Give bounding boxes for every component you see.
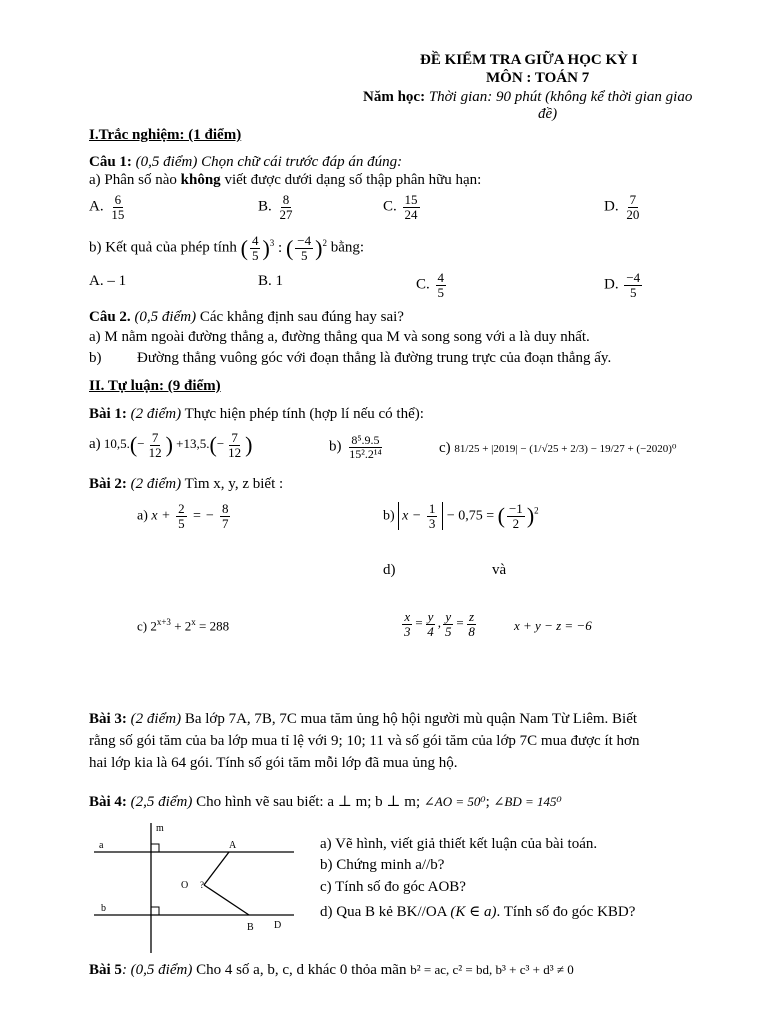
bai4-label: Bài 4: [89, 794, 127, 810]
bai2d-proportion: $\frac{x}{3}$ = $\frac{y}{4}$ , $\frac{y}{5}$ = $\frac{z}{8}$ [404, 609, 475, 639]
time-text: Thời gian: 90 phút (không kể thời gian giao [428, 89, 693, 105]
part1-heading: I.Trắc nghiệm: (1 điểm) [89, 127, 242, 143]
q1a-option-c [383, 193, 422, 221]
option-letter: B. [258, 198, 272, 215]
bai2-label: Bài 2: [89, 476, 127, 492]
bai1a: a) 10,5.(− $\frac{7}{12}$ ) +13,5.(− $\frac{7}{12}$ ) [89, 430, 253, 460]
option-fraction: $\frac{6}{15}$ [111, 192, 125, 222]
bai3-line2: rằng số gói tăm của ba lớp mua tỉ lệ với 9; 10; 11 và số gói tăm của lớp 7C mua được ít hơn [89, 733, 640, 749]
q1a-line [89, 172, 481, 189]
bai2-line [89, 476, 283, 493]
label-B: B [247, 922, 254, 933]
q1-line [89, 154, 402, 171]
q1a-post: viết được dưới dạng số thập phân hữu hạn: [224, 172, 482, 188]
q1-points: (0,5 điểm) Chọn chữ cái trước đáp án đúng: [135, 154, 403, 170]
bai4-points: (2,5 điểm) [130, 794, 193, 810]
label-D: D [274, 920, 282, 931]
option-fraction: $\frac{7}{20}$ [626, 192, 640, 222]
option-fraction: $\frac{15}{24}$ [404, 192, 418, 222]
label-b: b [101, 903, 106, 914]
bai1b: b) $\frac{\text{8⁵.9.5}}{\text{15².2¹⁴}}$ [329, 433, 382, 461]
label-a: a [99, 840, 104, 851]
q1b-pre: b) Kết quả của phép tính [89, 239, 237, 256]
q1b-option-d: D. $\frac{-4}{5}$ [604, 270, 641, 300]
bai1c: c) 81/25 + |2019| − (1/√25 + 2/3) − 19/27 + (−2020)⁰ [439, 440, 677, 456]
bai2-points: (2 điểm) [130, 476, 182, 492]
bai2d-and: và [492, 562, 507, 578]
q2-text: Các khẳng định sau đúng hay sai? [199, 309, 404, 325]
q2-line [89, 309, 404, 326]
bai2d-equation: x + y − z = −6 [514, 618, 592, 633]
q2a: a) M nằm ngoài đường thẳng a, đường thẳng qua M và song song với a là duy nhất. [89, 329, 590, 345]
label-question: ? [200, 880, 204, 890]
bai2c: c) $2^{x+3} + 2^x = 288$ [137, 617, 230, 634]
bai4-item-b: b) Chứng minh a//b? [320, 857, 445, 873]
q1a-option-a [89, 193, 128, 221]
bai3-line1: Bài 3: (2 điểm) Ba lớp 7A, 7B, 7C mua tăm ủng hộ hội người mù quận Nam Từ Liêm. Biết [89, 711, 638, 727]
q1a-pre: a) Phân số nào [89, 172, 177, 188]
right-angle-a [151, 844, 159, 852]
bai3-line3: hai lớp kia là 64 gói. Tính số gói tăm mỗi lớp đã mua ủng hộ. [89, 755, 458, 771]
bai1-text: Thực hiện phép tính (hợp lí nếu có thể): [184, 406, 424, 422]
bai1-line [89, 406, 424, 423]
bai4-line: Bài 4: (2,5 điểm) Cho hình vẽ sau biết: a ⊥ m; b ⊥ m; ∠AO = 50⁰; ∠BD = 145⁰ [89, 794, 562, 810]
q2b: Đường thẳng vuông góc với đoạn thẳng là đường trung trực của đoạn thẳng ấy. [137, 350, 612, 366]
bai2b: b) x − $\frac{1}{3}$ − 0,75 = ( $\frac{-1}{2}$ )$^2$ [383, 501, 539, 531]
q1b-line [89, 234, 364, 262]
label-m: m [156, 823, 164, 834]
bai1-label: Bài 1: [89, 406, 127, 422]
geometry-figure [89, 815, 309, 955]
option-letter: C. [383, 198, 397, 215]
bai3-label: Bài 3: [89, 711, 127, 727]
right-angle-b [151, 907, 159, 915]
exam-subject: MÔN : TOÁN 7 [486, 70, 590, 86]
q2-points: (0,5 điểm) [134, 309, 197, 325]
bai2d-label: d) [383, 562, 396, 578]
option-letter: A. [89, 198, 104, 215]
option-fraction: $\frac{8}{27}$ [279, 192, 293, 222]
bai2a: a) x + $\frac{2}{5}$ = − $\frac{8}{7}$ [137, 501, 229, 531]
q1b-option-c: C. $\frac{4}{5}$ [416, 270, 445, 300]
q1-label: Câu 1: [89, 154, 132, 170]
bai3-points: (2 điểm) [130, 711, 182, 727]
segment-OA [204, 852, 229, 885]
q1a-option-d [604, 193, 643, 221]
q1b-post: bằng: [330, 239, 365, 256]
bai4-item-a: a) Vẽ hình, viết giả thiết kết luận của bài toán. [320, 836, 598, 852]
exam-time-cont: đề) [538, 106, 558, 122]
bai5-points: : (0,5 điểm) [121, 962, 193, 978]
label-O: O [181, 880, 189, 891]
segment-OB [204, 885, 249, 915]
exam-time [363, 89, 692, 106]
option-letter: D. [604, 198, 619, 215]
q2b-label: b) [89, 350, 102, 366]
exam-title: ĐỀ KIỂM TRA GIỮA HỌC KỲ I [420, 52, 638, 68]
q1a-bold: không [180, 172, 221, 188]
q1b-option-b: B. 1 [258, 273, 284, 289]
bai5-label: Bài 5 [89, 962, 122, 978]
q1b-expression: ( $\frac{4}{5}$ )$^3$ : ( $\frac{-4}{5}$ )$^2$ [240, 233, 327, 263]
bai4-item-d: d) Qua B kẻ BK//OA (K ∈ a). Tính số đo góc KBD? [320, 904, 636, 920]
q1b-option-a: A. – 1 [89, 273, 127, 289]
q1a-option-b [258, 193, 297, 221]
part2-heading: II. Tự luận: (9 điểm) [89, 378, 221, 394]
bai2-text: Tìm x, y, z biết : [184, 476, 284, 492]
year-label: Năm học: [363, 89, 426, 105]
label-A: A [229, 840, 237, 851]
q2-label: Câu 2. [89, 309, 131, 325]
bai1-points: (2 điểm) [130, 406, 182, 422]
bai4-item-c: c) Tính số đo góc AOB? [320, 879, 466, 895]
bai5-line: Bài 5: (0,5 điểm) Cho 4 số a, b, c, d khác 0 thỏa mãn b² = ac, c² = bd, b³ + c³ + d³ ≠ 0 [89, 962, 574, 978]
